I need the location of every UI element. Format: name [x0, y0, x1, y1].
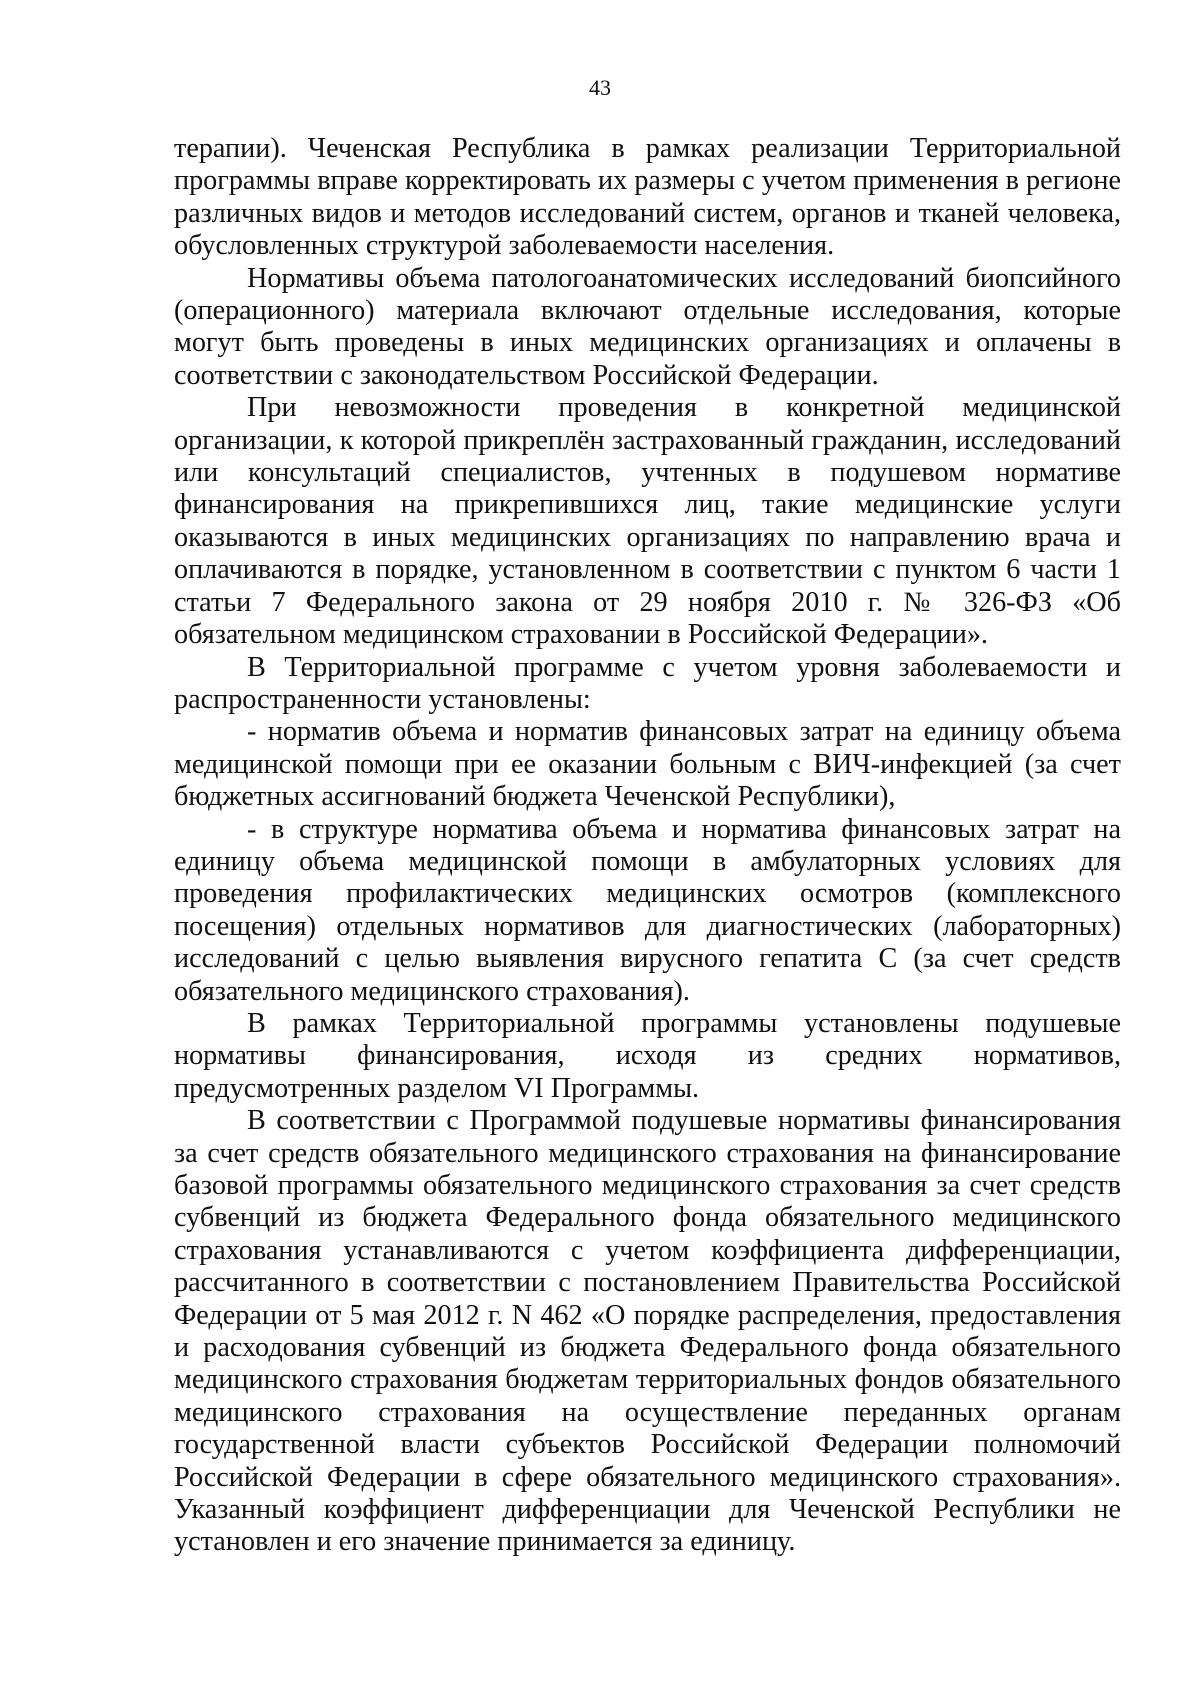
- document-body: [174, 133, 1121, 1559]
- list-item-hiv-norm: - норматив объема и норматив финансовых затрат на единицу объема медицинской помощи при ее оказании больным с ВИЧ-инфекцией (за счет бюджетных ассигнований бюджета Чеченской Республики),: [174, 716, 1121, 813]
- paragraph-referral-services: При невозможности проведения в конкретной медицинской организации, к которой прикреплён застрахованный гражданин, исследований или консультаций специалистов, учтенных в подушевом нормативе финансирования на прикрепившихся лиц, такие медицинские услуги оказываются в иных медицинских организациях по направлению врача и оплачиваются в порядке, установленном в соответствии с пунктом 6 части 1 статьи 7 Федерального закона от 29 ноября 2010 г. № 326-ФЗ «Об обязательном медицинском страховании в Российской Федерации».: [174, 392, 1121, 651]
- page-number: 43: [589, 75, 611, 100]
- paragraph-per-capita-norms: В рамках Территориальной программы установлены подушевые нормативы финансирования, исходя из средних нормативов, предусмотренных разделом VI Программы.: [174, 1007, 1121, 1104]
- paragraph-established-norms-intro: В Территориальной программе с учетом уровня заболеваемости и распространенности установлены:: [174, 651, 1121, 715]
- paragraph-differentiation-coefficient: В соответствии с Программой подушевые нормативы финансирования за счет средств обязательного медицинского страхования на финансирование базовой программы обязательного медицинского страхования за счет средств субвенций из бюджета Федерального фонда обязательного медицинского страхования устанавливаются с учетом коэффициента дифференциации, рассчитанного в соответствии с постановлением Правительства Российской Федерации от 5 мая 2012 г. N 462 «О порядке распределения, предоставления и расходования субвенций из бюджета Федерального фонда обязательного медицинского страхования бюджетам территориальных фондов обязательного медицинского страхования на осуществление переданных органам государственной власти субъектов Российской Федерации полномочий Российской Федерации в сфере обязательного медицинского страхования». Указанный коэффициент дифференциации для Чеченской Республики не установлен и его значение принимается за единицу.: [174, 1105, 1121, 1558]
- paragraph-biopsy-norms: Нормативы объема патологоанатомических исследований биопсийного (операционного) материала включают отдельные исследования, которые могут быть проведены в иных медицинских организациях и оплачены в соответствии с законодательством Российской Федерации.: [174, 262, 1121, 391]
- paragraph-continuation: терапии). Чеченская Республика в рамках реализации Территориальной программы вправе корректировать их размеры с учетом применения в регионе различных видов и методов исследований систем, органов и тканей человека, обусловленных структурой заболеваемости населения.: [174, 133, 1121, 262]
- list-item-hepatitis-norm: - в структуре норматива объема и норматива финансовых затрат на единицу объема медицинской помощи в амбулаторных условиях для проведения профилактических медицинских осмотров (комплексного посещения) отдельных нормативов для диагностических (лабораторных) исследований с целью выявления вирусного гепатита С (за счет средств обязательного медицинского страхования).: [174, 813, 1121, 1007]
